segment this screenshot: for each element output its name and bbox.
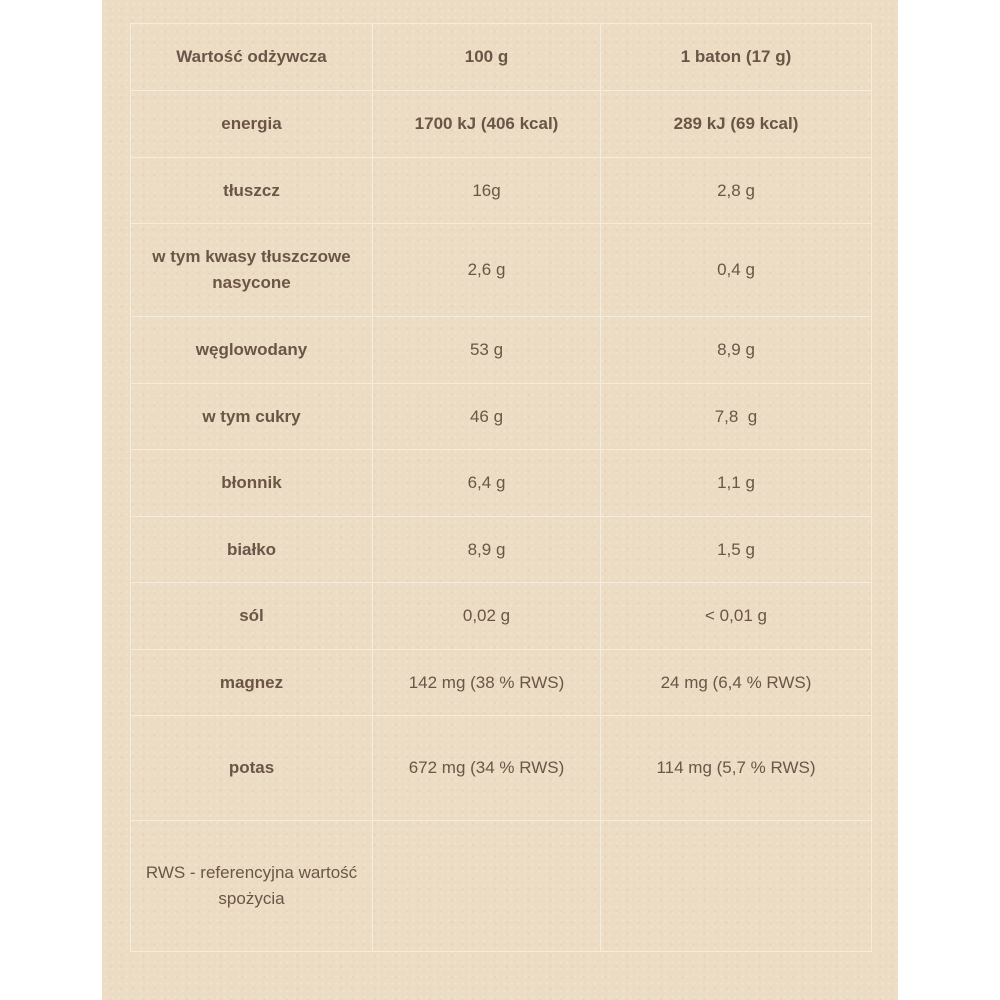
table-row: [131, 317, 872, 384]
row-value-100g: 16g: [373, 158, 601, 224]
row-value-bar: < 0,01 g: [601, 583, 872, 650]
row-label: potas: [131, 716, 373, 821]
footnote-row: [131, 821, 872, 952]
row-value-bar: 0,4 g: [601, 224, 872, 317]
table-row: [131, 450, 872, 517]
row-value-bar: 24 mg (6,4 % RWS): [601, 650, 872, 716]
table-row: [131, 583, 872, 650]
row-label: energia: [131, 91, 373, 158]
table-row: [131, 91, 872, 158]
row-value-100g: 46 g: [373, 384, 601, 450]
row-label: magnez: [131, 650, 373, 716]
row-value-100g: 142 mg (38 % RWS): [373, 650, 601, 716]
row-value-bar: 1,1 g: [601, 450, 872, 517]
table-row: [131, 716, 872, 821]
header-nutrient: Wartość odżywcza: [131, 24, 373, 91]
row-label: błonnik: [131, 450, 373, 517]
table-row: [131, 650, 872, 716]
row-label: w tym cukry: [131, 384, 373, 450]
row-label: węglowodany: [131, 317, 373, 384]
nutrition-table: [130, 23, 872, 952]
header-per-bar: 1 baton (17 g): [601, 24, 872, 91]
row-label: białko: [131, 517, 373, 583]
row-value-bar: 114 mg (5,7 % RWS): [601, 716, 872, 821]
row-value-100g: 53 g: [373, 317, 601, 384]
row-label: sól: [131, 583, 373, 650]
table-row: [131, 384, 872, 450]
row-value-100g: 0,02 g: [373, 583, 601, 650]
row-value-bar: 7,8 g: [601, 384, 872, 450]
header-per-100g: 100 g: [373, 24, 601, 91]
row-value-bar: 289 kJ (69 kcal): [601, 91, 872, 158]
content-panel: [102, 0, 898, 1000]
empty-cell: [373, 821, 601, 952]
row-value-100g: 1700 kJ (406 kcal): [373, 91, 601, 158]
row-value-bar: 1,5 g: [601, 517, 872, 583]
row-value-100g: 8,9 g: [373, 517, 601, 583]
row-value-bar: 8,9 g: [601, 317, 872, 384]
row-label: tłuszcz: [131, 158, 373, 224]
row-value-100g: 6,4 g: [373, 450, 601, 517]
table-row: [131, 224, 872, 317]
row-value-bar: 2,8 g: [601, 158, 872, 224]
table-row: [131, 517, 872, 583]
table-row: [131, 158, 872, 224]
row-value-100g: 672 mg (34 % RWS): [373, 716, 601, 821]
row-label: w tym kwasy tłuszczowe nasycone: [131, 224, 373, 317]
table-header-row: [131, 24, 872, 91]
row-value-100g: 2,6 g: [373, 224, 601, 317]
empty-cell: [601, 821, 872, 952]
footnote: RWS - referencyjna wartość spożycia: [131, 821, 373, 952]
